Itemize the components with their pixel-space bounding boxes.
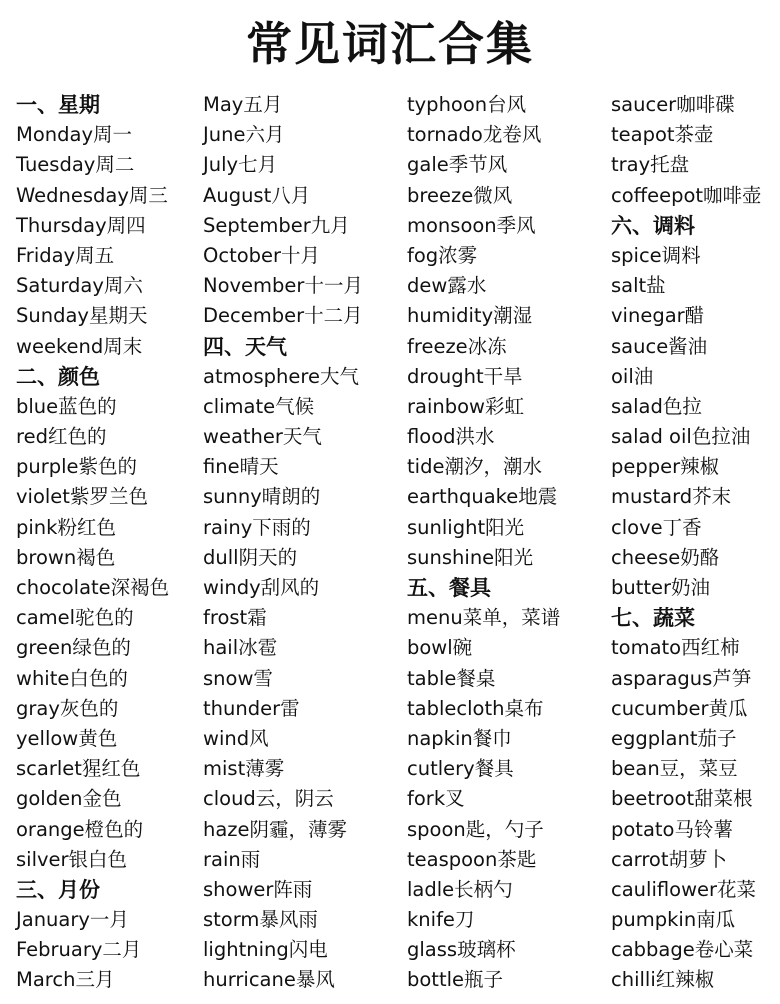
vocab-entry: tomato西红柿 — [611, 636, 740, 660]
vocab-entry: October十月 — [203, 243, 321, 267]
vocab-entry: pepper辣椒 — [611, 455, 720, 479]
vocab-entry: salt盐 — [611, 274, 666, 298]
vocab-entry: June六月 — [203, 123, 285, 147]
vocab-entry: storm暴风雨 — [203, 908, 318, 932]
vocab-entry: purple紫色的 — [16, 455, 138, 479]
vocab-entry: teapot茶壶 — [611, 123, 714, 147]
vocab-entry: white白色的 — [16, 666, 128, 690]
vocab-entry: yellow黄色 — [16, 726, 118, 750]
vocab-entry: shower阵雨 — [203, 877, 313, 901]
vocab-entry: Tuesday周二 — [16, 153, 135, 177]
vocab-entry: sunny晴朗的 — [203, 485, 321, 509]
vocab-entry: cheese奶酪 — [611, 545, 720, 569]
vocab-entry: sunshine阳光 — [407, 545, 534, 569]
vocab-entry: typhoon台风 — [407, 93, 527, 116]
vocab-entry: clove丁香 — [611, 515, 702, 539]
vocab-entry: teaspoon茶匙 — [407, 847, 537, 871]
vocab-entry: cabbage卷心菜 — [611, 938, 754, 962]
vocab-entry: Thursday周四 — [16, 213, 146, 237]
section-heading: 三、月份 — [16, 877, 100, 902]
vocab-entry: gray灰色的 — [16, 696, 119, 720]
vocab-entry: table餐桌 — [407, 666, 496, 690]
vocab-entry: menu菜单，菜谱 — [407, 606, 561, 630]
vocab-entry: asparagus芦笋 — [611, 666, 752, 690]
vocab-entry: snow雪 — [203, 666, 273, 690]
vocab-entry: chocolate深褐色 — [16, 576, 170, 599]
vocab-entry: red红色的 — [16, 425, 107, 449]
vocab-entry: bowl碗 — [407, 636, 473, 660]
vocab-entry: cauliflower花菜 — [611, 877, 757, 901]
vocab-entry: dew露水 — [407, 274, 487, 298]
vocab-entry: tablecloth桌布 — [407, 696, 544, 720]
vocab-entry: tide潮汐，潮水 — [407, 455, 542, 479]
vocab-entry: humidity潮湿 — [407, 304, 533, 328]
vocab-entry: monsoon季风 — [407, 213, 536, 237]
vocab-entry: February二月 — [16, 938, 142, 962]
vocab-entry: cucumber黄瓜 — [611, 696, 748, 720]
vocab-entry: breeze微风 — [407, 183, 513, 207]
vocab-entry: November十一月 — [203, 274, 363, 298]
section-heading: 七、蔬菜 — [611, 606, 695, 631]
section-heading: 一、星期 — [16, 93, 100, 117]
vocab-entry: cloud云，阴云 — [203, 787, 334, 811]
vocab-entry: lightning闪电 — [203, 938, 328, 962]
vocab-entry: green绿色的 — [16, 636, 131, 660]
vocab-entry: hail冰雹 — [203, 636, 278, 660]
vocab-entry: pumpkin南瓜 — [611, 908, 736, 932]
vocab-entry: bean豆，菜豆 — [611, 757, 738, 781]
vocab-entry: windy刮风的 — [203, 576, 320, 599]
vocab-entry: May五月 — [203, 93, 283, 116]
vocab-entry: ladle长柄勺 — [407, 877, 513, 901]
vocab-entry: potato马铃薯 — [611, 817, 733, 841]
vocab-entry: weekend周末 — [16, 334, 143, 358]
vocab-entry: tornado龙卷风 — [407, 123, 542, 147]
vocab-entry: oil油 — [611, 364, 654, 388]
vocab-entry: earthquake地震 — [407, 485, 558, 509]
vocab-entry: napkin餐巾 — [407, 726, 512, 750]
vocab-entry: August八月 — [203, 183, 311, 207]
vocab-entry: saucer咖啡碟 — [611, 93, 735, 116]
vocab-entry: vinegar醋 — [611, 304, 705, 328]
vocab-entry: coffeepot咖啡壶 — [611, 183, 762, 207]
vocab-entry: gale季节风 — [407, 153, 508, 177]
vocab-entry: salad色拉 — [611, 394, 702, 418]
vocab-entry: sunlight阳光 — [407, 515, 525, 539]
vocab-entry: Friday周五 — [16, 243, 115, 267]
vocab-entry: blue蓝色的 — [16, 394, 117, 418]
vocab-entry: March三月 — [16, 968, 115, 992]
section-heading: 五、餐具 — [407, 576, 491, 600]
vocab-entry: mustard芥末 — [611, 485, 732, 509]
vocab-column-3 — [407, 90, 560, 996]
vocab-entry: July七月 — [203, 153, 278, 177]
page-title: 常见词汇合集 — [246, 17, 534, 71]
vocab-entry: freeze冰冻 — [407, 334, 507, 358]
vocab-entry: hurricane暴风 — [203, 968, 335, 992]
vocab-entry: fine晴天 — [203, 455, 279, 479]
vocab-column-4 — [611, 90, 762, 996]
vocab-entry: camel驼色的 — [16, 606, 134, 630]
vocab-entry: September九月 — [203, 213, 350, 237]
vocab-entry: flood洪水 — [407, 425, 495, 449]
vocab-entry: violet紫罗兰色 — [16, 485, 148, 509]
vocab-entry: wind风 — [203, 726, 269, 750]
vocab-entry: knife刀 — [407, 908, 475, 932]
vocab-entry: fog浓雾 — [407, 243, 478, 267]
vocab-entry: bottle瓶子 — [407, 968, 504, 992]
vocab-entry: mist薄雾 — [203, 757, 285, 781]
vocab-column-1 — [16, 90, 169, 996]
vocab-entry: pink粉红色 — [16, 515, 116, 539]
vocab-entry: cutlery餐具 — [407, 757, 514, 781]
vocab-entry: December十二月 — [203, 304, 363, 328]
vocab-entry: tray托盘 — [611, 153, 690, 177]
vocab-entry: Wednesday周三 — [16, 183, 168, 207]
vocab-column-2 — [203, 90, 363, 996]
vocab-entry: carrot胡萝卜 — [611, 847, 728, 871]
vocab-entry: climate气候 — [203, 394, 315, 418]
vocab-entry: frost霜 — [203, 606, 267, 630]
vocab-entry: scarlet猩红色 — [16, 757, 141, 781]
vocab-entry: chilli红辣椒 — [611, 968, 715, 992]
vocab-entry: silver银白色 — [16, 847, 128, 871]
vocab-entry: sauce酱油 — [611, 334, 708, 358]
vocab-entry: Sunday星期天 — [16, 304, 148, 328]
section-heading: 二、颜色 — [16, 364, 100, 389]
vocab-entry: haze阴霾，薄雾 — [203, 817, 348, 841]
vocab-entry: rain雨 — [203, 847, 261, 871]
vocab-entry: Saturday周六 — [16, 274, 143, 298]
vocab-entry: Monday周一 — [16, 123, 132, 147]
vocab-entry: rainy下雨的 — [203, 515, 311, 539]
vocab-entry: eggplant茄子 — [611, 726, 737, 750]
vocab-entry: salad oil色拉油 — [611, 425, 751, 449]
vocab-entry: spoon匙，勺子 — [407, 817, 544, 841]
vocab-entry: orange橙色的 — [16, 817, 144, 841]
vocab-entry: rainbow彩虹 — [407, 394, 525, 418]
vocab-entry: weather天气 — [203, 425, 322, 449]
vocab-entry: glass玻璃杯 — [407, 938, 516, 962]
section-heading: 四、天气 — [203, 334, 287, 359]
vocab-entry: drought干旱 — [407, 364, 523, 388]
vocab-entry: golden金色 — [16, 787, 122, 811]
vocab-entry: atmosphere大气 — [203, 364, 360, 388]
vocab-entry: butter奶油 — [611, 576, 711, 599]
vocab-entry: January一月 — [16, 908, 129, 932]
vocab-entry: brown褐色 — [16, 545, 116, 569]
vocab-entry: fork叉 — [407, 787, 465, 811]
vocab-entry: beetroot甜菜根 — [611, 787, 753, 811]
vocab-entry: thunder雷 — [203, 696, 300, 720]
vocab-entry: spice调料 — [611, 243, 701, 267]
vocab-entry: dull阴天的 — [203, 545, 298, 569]
section-heading: 六、调料 — [611, 213, 695, 238]
